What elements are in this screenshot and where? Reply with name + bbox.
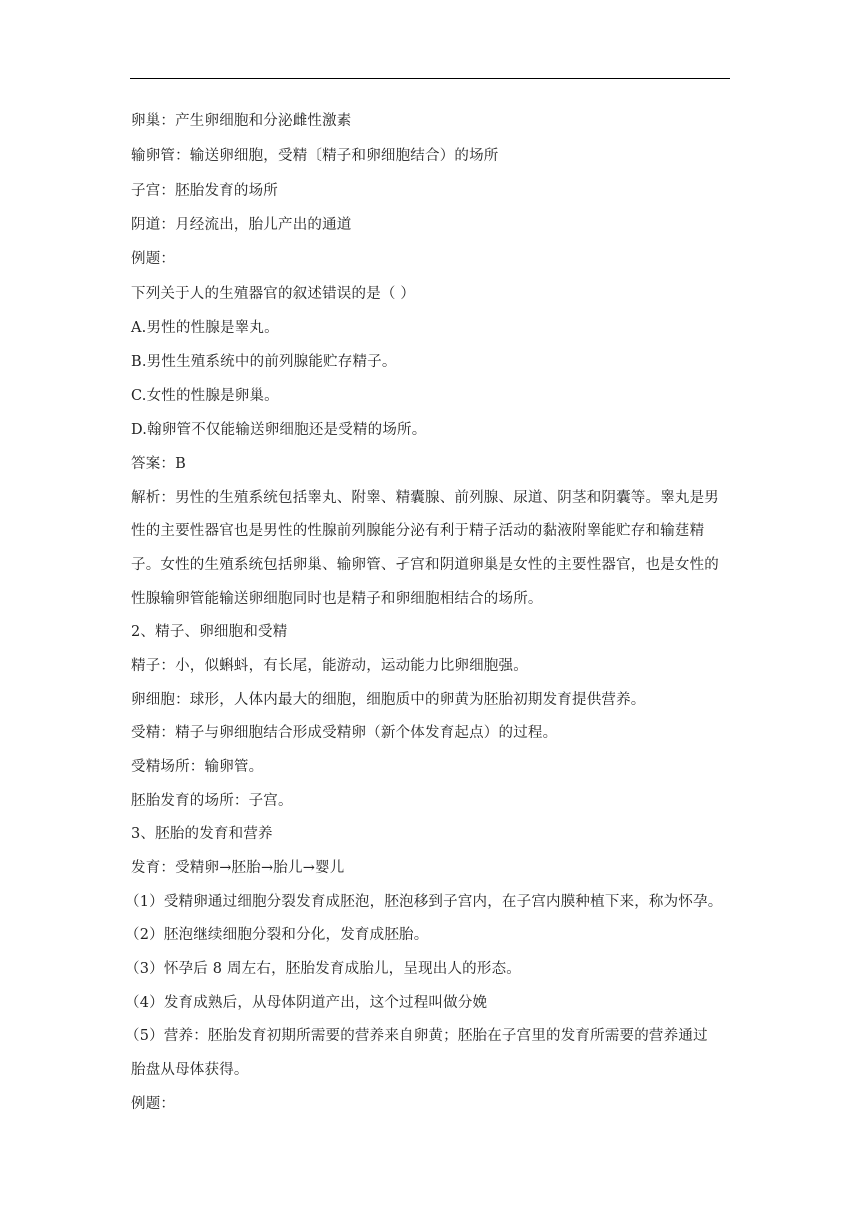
option-a: A.男性的性腺是睾丸。: [131, 320, 279, 336]
list-item: （1）受精卵通过细胞分裂发育成胚泡，胚泡移到子宫内，在子宫内膜种植下来，称为怀孕。: [125, 894, 723, 910]
option-c: C.女性的性腺是卵巢。: [131, 388, 279, 404]
list-item: （4）发育成熟后，从母体阴道产出，这个过程叫做分娩: [125, 995, 488, 1011]
text-line-fertilization-site: 受精场所：输卵管。: [131, 759, 264, 775]
text-line-egg-cell: 卵细胞：球形，人体内最大的细胞，细胞质中的卵黄为胚胎初期发育提供营养。: [131, 692, 646, 708]
analysis-line: 解析：男性的生殖系统包括睾丸、附睾、精囊腺、前列腺、尿道、阴茎和阴囊等。睾丸是男: [131, 490, 719, 506]
text-line-development-sequence: 发育：受精卵→胚胎→胎儿→婴儿: [131, 860, 345, 876]
text-line-uterus: 子宫：胚胎发育的场所: [131, 183, 278, 199]
option-d: D.翰卵管不仅能输送卵细胞还是受精的场所。: [131, 422, 427, 438]
list-item: （3）怀孕后 8 周左右，胚胎发育成胎儿，呈现出人的形态。: [125, 961, 521, 977]
question-stem: 下列关于人的生殖器官的叙述错误的是（ ）: [131, 286, 416, 302]
list-item: （2）胚泡继续细胞分裂和分化，发育成胚胎。: [125, 927, 429, 943]
text-line-sperm: 精子：小，似蝌蚪，有长尾，能游动，运动能力比卵细胞强。: [131, 658, 528, 674]
analysis-line: 性的主要性器官也是男性的性腺前列腺能分泌有利于精子活动的黏液附睾能贮存和输莛精: [131, 523, 705, 539]
example-heading: 例题：: [131, 1096, 176, 1112]
text-line-vagina: 阴道：月经流出，胎儿产出的通道: [131, 217, 352, 233]
section-heading-fertilization: 2、精子、卵细胞和受精: [131, 624, 288, 640]
option-b: B.男性生殖系统中的前列腺能贮存精子。: [131, 354, 397, 370]
section-heading-development: 3、胚胎的发育和营养: [131, 826, 273, 842]
list-item-continuation: 胎盘从母体获得。: [131, 1062, 249, 1078]
text-line-fertilization: 受精：精子与卵细胞结合形成受精卵（新个体发育起点）的过程。: [131, 725, 558, 741]
header-rule: [130, 78, 730, 79]
analysis-line: 性腺输卵管能输送卵细胞同时也是精子和卵细胞相结合的场所。: [131, 591, 543, 607]
text-line-development-site: 胚胎发育的场所：子宫。: [131, 793, 293, 809]
example-heading: 例题：: [131, 251, 176, 267]
list-item: （5）营养：胚胎发育初期所需要的营养来自卵黄；胚胎在子宫里的发育所需要的营养通过: [125, 1028, 708, 1044]
text-line-oviduct: 输卵管：输送卵细胞，受精〔精子和卵细胞结合）的场所: [131, 148, 499, 164]
answer-line: 答案：B: [131, 456, 186, 472]
analysis-line: 子。女性的生殖系统包括卵巢、输卵管、孑宫和阴道卵巢是女性的主要性器官，也是女性的: [131, 557, 719, 573]
text-line-ovary: 卵巢：产生卵细胞和分泌雌性激素: [131, 113, 352, 129]
